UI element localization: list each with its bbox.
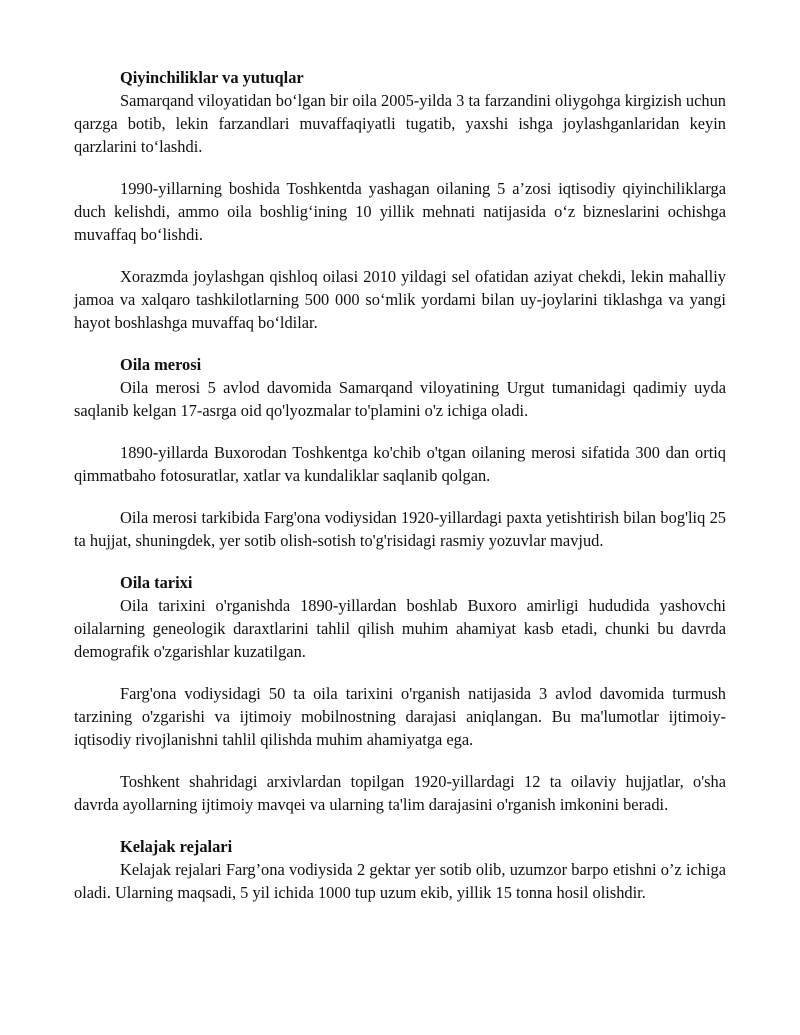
document-page xyxy=(74,66,726,904)
paragraph: Xorazmda joylashgan qishloq oilasi 2010 yildagi sel ofatidan aziyat chekdi, lekin mahalliy jamoa va xalqaro tashkilotlarning 500 000 soʻmlik yordami bilan uy-joylarini tiklashga va yangi hayot boshlashga muvaffaq boʻldilar. xyxy=(74,267,726,332)
paragraph: Kelajak rejalari Farg’ona vodiysida 2 gektar yer sotib olib, uzumzor barpo etishni o’z ichiga oladi. Ularning maqsadi, 5 yil ichida 1000 tup uzum ekib, yillik 15 tonna hosil olishdir. xyxy=(74,860,726,902)
paragraph: 1990-yillarning boshida Toshkentda yashagan oilaning 5 a’zosi iqtisodiy qiyinchiliklarga duch kelishdi, ammo oila boshligʻining 10 yillik mehnati natijasida oʻz bizneslarini ochishga muvaffaq boʻlishdi. xyxy=(74,179,726,244)
section-heading: Oila tarixi xyxy=(120,573,193,592)
paragraph: Oila tarixini o'rganishda 1890-yillardan boshlab Buxoro amirligi hududida yashovchi oilalarning geneologik daraxtlarini tahlil qilish muhim ahamiyat kasb etadi, chunki bu davrda demografik o'zgarishlar kuzatilgan. xyxy=(74,596,726,661)
paragraph: Farg'ona vodiysidagi 50 ta oila tarixini o'rganish natijasida 3 avlod davomida turmush tarzining o'zgarishi va ijtimoiy mobilnostning darajasi aniqlangan. Bu ma'lumotlar ijtimoiy-iqtisodiy rivojlanishni tahlil qilishda muhim ahamiyatga ega. xyxy=(74,684,726,749)
paragraph: Toshkent shahridagi arxivlardan topilgan 1920-yillardagi 12 ta oilaviy hujjatlar, o'sha davrda ayollarning ijtimoiy mavqei va ularning ta'lim darajasini o'rganish imkonini beradi. xyxy=(74,772,726,814)
section-heritage xyxy=(74,353,726,552)
section-heading: Qiyinchiliklar va yutuqlar xyxy=(120,68,304,87)
paragraph: Oila merosi 5 avlod davomida Samarqand viloyatining Urgut tumanidagi qadimiy uyda saqlanib kelgan 17-asrga oid qo'lyozmalar to'plamini o'z ichiga oladi. xyxy=(74,378,726,420)
section-challenges xyxy=(74,66,726,334)
section-heading: Oila merosi xyxy=(120,355,202,374)
section-history xyxy=(74,571,726,816)
paragraph: Samarqand viloyatidan boʻlgan bir oila 2005-yilda 3 ta farzandini oliygohga kirgizish uchun qarzga botib, lekin farzandlari muvaffaqiyatli tugatib, yaxshi ishga joylashganlaridan keyin qarzlarini toʻlashdi. xyxy=(74,91,726,156)
section-future-plans xyxy=(74,835,726,904)
paragraph: 1890-yillarda Buxorodan Toshkentga ko'chib o'tgan oilaning merosi sifatida 300 dan ortiq qimmatbaho fotosuratlar, xatlar va kundaliklar saqlanib qolgan. xyxy=(74,443,726,485)
paragraph: Oila merosi tarkibida Farg'ona vodiysidan 1920-yillardagi paxta yetishtirish bilan bog'liq 25 ta hujjat, shuningdek, yer sotib olish-sotish to'g'risidagi rasmiy yozuvlar mavjud. xyxy=(74,508,726,550)
section-heading: Kelajak rejalari xyxy=(120,837,233,856)
